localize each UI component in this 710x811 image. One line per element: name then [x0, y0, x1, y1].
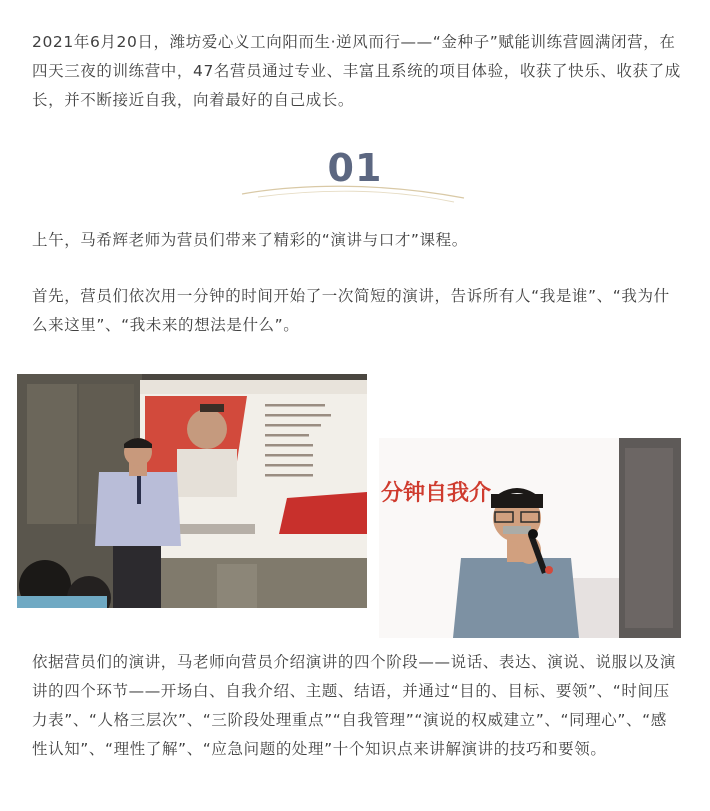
section-underline-swash — [238, 180, 468, 206]
stages-paragraph: 依据营员们的演讲，马老师向营员介绍演讲的四个阶段——说话、表达、演说、说服以及演讲的四个环节——开场白、自我介绍、主题、结语，并通过“目的、目标、要领”、“时间压力表”、“人格三层次”、“三阶段处理重点”“自我管理”“演说的权威建立”、“同理心”、“感性认知”、“理性了解”、“应急问题的处理”十个知识点来讲解演讲的技巧和要领。 — [32, 653, 677, 758]
intro-paragraph: 2021年6月20日，潍坊爱心义工向阳而生·逆风而行——“金种子”赋能训练营圆满闭营，在四天三夜的训练营中，47名营员通过专业、丰富且系统的项目体验，收获了快乐、收获了成长，并不断接近自我，向着最好的自己成长。 — [32, 33, 681, 109]
first-paragraph: 首先，营员们依次用一分钟的时间开始了一次简短的演讲，告诉所有人“我是谁”、“我为什么来这里”、“我未来的想法是什么”。 — [32, 287, 670, 334]
section-number: 01 — [327, 146, 383, 190]
lecture-photo — [17, 374, 367, 608]
morning-paragraph: 上午，马希辉老师为营员们带来了精彩的“演讲与口才”课程。 — [32, 231, 468, 249]
speaker-photo — [379, 438, 681, 638]
screen-text: 分钟自我介 — [381, 481, 492, 506]
